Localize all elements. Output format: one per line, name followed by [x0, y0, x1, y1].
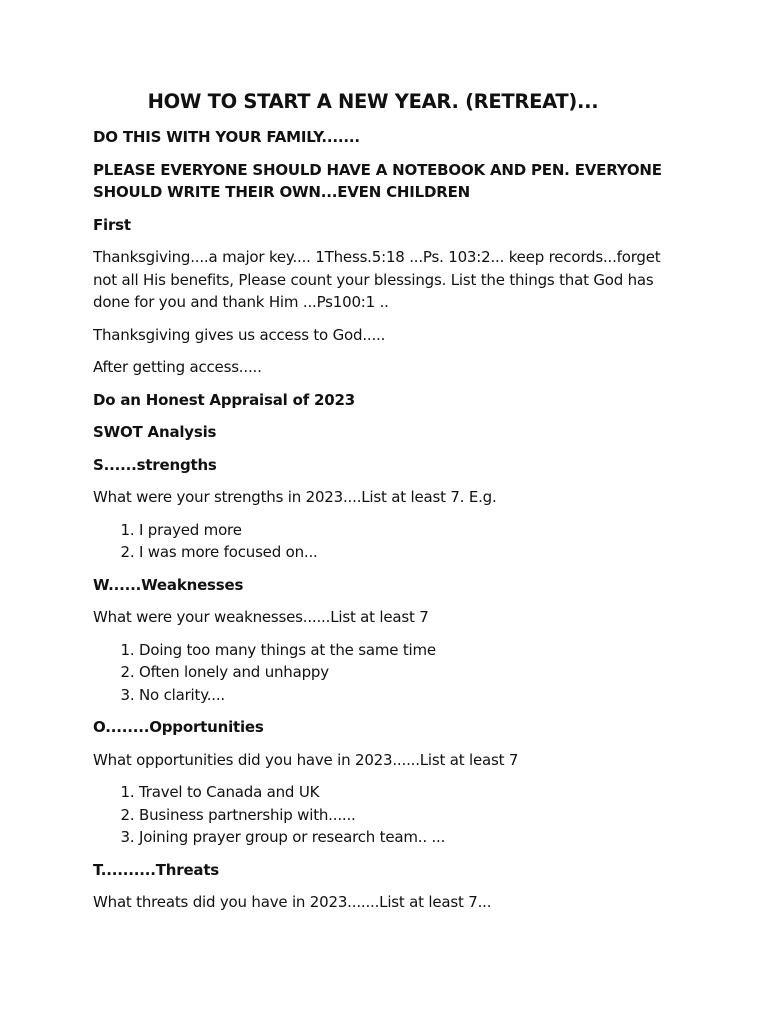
- strengths-prompt: What were your strengths in 2023....List at least 7. E.g.: [93, 488, 497, 506]
- document-title: HOW TO START A NEW YEAR. (RETREAT)...: [147, 90, 599, 113]
- threats-prompt: What threats did you have in 2023.......List at least 7...: [93, 893, 492, 911]
- opportunities-prompt: What opportunities did you have in 2023......List at least 7: [93, 750, 519, 769]
- weaknesses-heading: W......Weaknesses: [93, 575, 244, 594]
- first-heading: First: [93, 215, 131, 234]
- weaknesses-list: [93, 639, 673, 707]
- list-item: 3. Joining prayer group or research team.. ...: [139, 826, 673, 849]
- family-instruction: DO THIS WITH YOUR FAMILY.......: [93, 128, 360, 146]
- list-item: 2. Business partnership with......: [139, 804, 673, 827]
- strengths-heading: S......strengths: [93, 455, 217, 474]
- swot-heading: SWOT Analysis: [93, 423, 217, 441]
- opportunities-heading: O........Opportunities: [93, 718, 264, 736]
- weaknesses-prompt: What were your weaknesses......List at least 7: [93, 608, 429, 626]
- list-item: 2. Often lonely and unhappy: [139, 661, 673, 684]
- list-item: 2. I was more focused on...: [139, 541, 673, 564]
- appraisal-heading: Do an Honest Appraisal of 2023: [93, 390, 355, 409]
- list-item: 3. No clarity....: [139, 684, 673, 707]
- list-item: 1. I prayed more: [139, 519, 673, 542]
- opportunities-list: [93, 781, 673, 849]
- threats-heading: T..........Threats: [93, 860, 220, 879]
- document-page: [93, 88, 673, 924]
- after-access-text: After getting access.....: [93, 358, 262, 376]
- list-item: 1. Doing too many things at the same time: [139, 639, 673, 662]
- thanksgiving-paragraph: Thanksgiving....a major key.... 1Thess.5:18 ...Ps. 103:2... keep records...forget not all His benefits, Please count your blessings. List the things that God has done for you and thank Him ...Ps100:1 ..: [93, 248, 661, 311]
- notebook-instruction: PLEASE EVERYONE SHOULD HAVE A NOTEBOOK AND PEN. EVERYONE SHOULD WRITE THEIR OWN...EVEN CHILDREN: [93, 160, 662, 201]
- thanksgiving-access-text: Thanksgiving gives us access to God.....: [93, 325, 386, 344]
- list-item: 1. Travel to Canada and UK: [139, 781, 673, 804]
- strengths-list: [93, 519, 673, 564]
